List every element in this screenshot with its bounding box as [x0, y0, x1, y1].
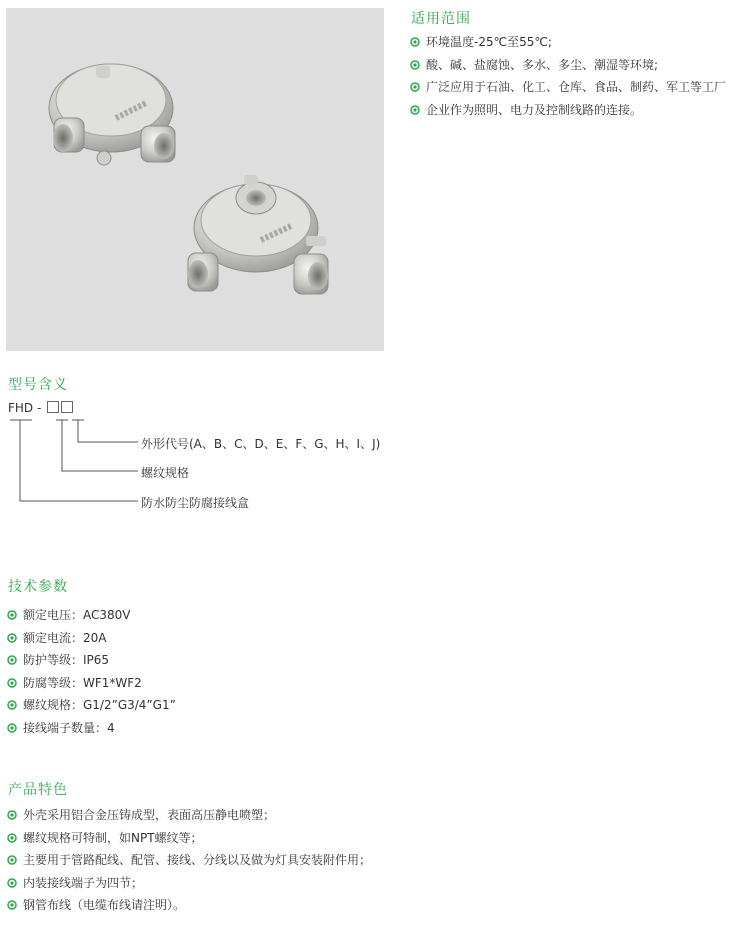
list-item [7, 627, 176, 650]
list-item-text: 螺纹规格：G1/2”G3/4”G1” [23, 698, 176, 712]
bullet-icon [7, 855, 17, 865]
list-item [410, 99, 726, 122]
list-item [7, 649, 176, 672]
scope-list [410, 31, 726, 121]
list-item-text: 广泛应用于石油、化工、仓库、食品、制药、军工等工厂 [426, 80, 727, 94]
list-item-text: 钢管布线（电缆布线请注明）。 [23, 898, 186, 912]
list-item [7, 604, 176, 627]
bullet-icon [7, 833, 17, 843]
list-item-text: 额定电压：AC380V [23, 608, 131, 622]
list-item [7, 827, 371, 850]
list-item [7, 872, 371, 895]
list-item [7, 894, 371, 917]
junction-box-1 [49, 64, 175, 165]
list-item-text: 酸、碱、盐腐蚀、多水、多尘、潮湿等环境; [426, 57, 659, 72]
scope-title: 适用范围 [411, 11, 471, 27]
bullet-icon [7, 678, 17, 688]
list-item-text: 企业作为照明、电力及控制线路的连接。 [426, 102, 643, 117]
model-label-shape: 外形代号(A、B、C、D、E、F、G、H、I、J) [141, 437, 381, 451]
list-item-text: 内装接线端子为四节； [23, 875, 144, 890]
list-item-text: 环境温度-25℃至55℃; [426, 35, 552, 49]
list-item-text: 额定电流：20A [23, 630, 107, 645]
bullet-icon [7, 878, 17, 888]
bullet-icon [7, 655, 17, 665]
list-item-text: 接线端子数量：4 [23, 720, 115, 735]
bullet-icon [7, 700, 17, 710]
list-item [410, 76, 726, 99]
product-photo [6, 8, 384, 351]
bullet-icon [7, 810, 17, 820]
bullet-icon [7, 633, 17, 643]
list-item [7, 672, 176, 695]
bullet-icon [410, 82, 420, 92]
features-list [7, 804, 371, 917]
bullet-icon [410, 37, 420, 47]
list-item-text: 主要用于管路配线、配管、接线、分线以及做为灯具安装附件用； [23, 853, 372, 867]
bullet-icon [410, 60, 420, 70]
bullet-icon [410, 105, 420, 115]
list-item [410, 31, 726, 54]
list-item-text: 螺纹规格可特制，如NPT螺纹等； [23, 830, 203, 845]
list-item-text: 防腐等级：WF1*WF2 [23, 675, 142, 690]
model-label-box: 防水防尘防腐接线盒 [141, 496, 250, 510]
junction-box-illustration [6, 8, 384, 351]
model-label-thread: 螺纹规格 [141, 466, 190, 480]
tech-title: 技术参数 [8, 579, 68, 595]
list-item [7, 849, 371, 872]
bullet-icon [7, 610, 17, 620]
features-title: 产品特色 [8, 782, 68, 798]
junction-box-2 [188, 175, 328, 294]
bullet-icon [7, 723, 17, 733]
list-item [7, 694, 176, 717]
bullet-icon [7, 900, 17, 910]
tech-list [7, 604, 176, 739]
list-item-text: 外壳采用铝合金压铸成型，表面高压静电喷塑； [23, 808, 276, 822]
list-item [7, 717, 176, 740]
list-item [7, 804, 371, 827]
model-title: 型号含义 [8, 377, 68, 393]
list-item-text: 防护等级：IP65 [23, 653, 110, 667]
list-item [410, 54, 726, 77]
model-code-prefix: FHD - [8, 401, 42, 415]
